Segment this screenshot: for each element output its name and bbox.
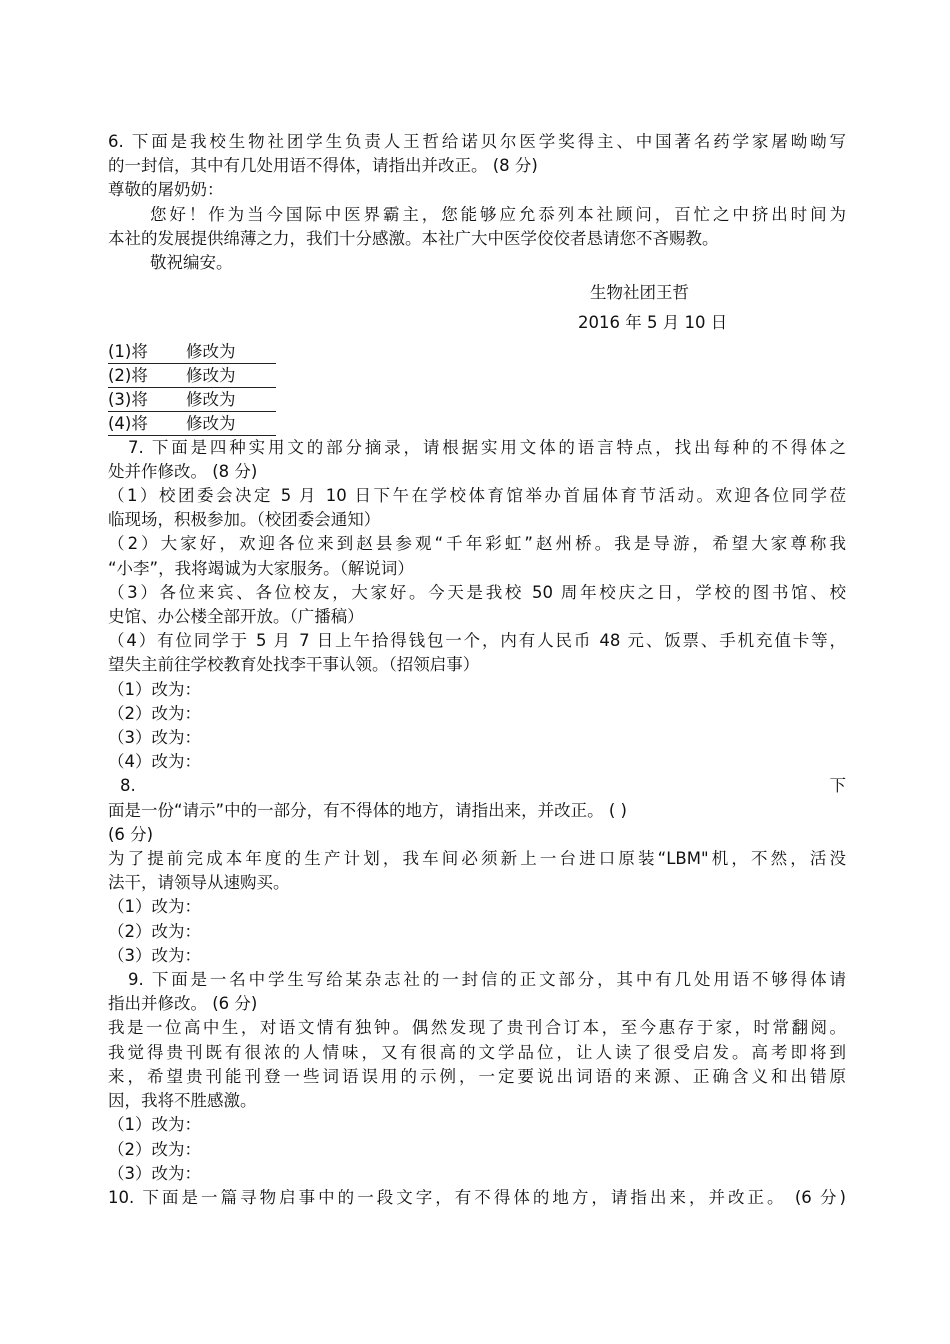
answer-line[interactable] [108, 340, 276, 364]
q7-prompt-line1: 7. 下面是四种实用文的部分摘录，请根据实用文体的语言特点，找出每种的不得体之 [128, 437, 846, 457]
answer-label: (1)将 [108, 341, 148, 361]
q9-answer-3[interactable]: （3）改为： [108, 1163, 201, 1183]
q9-body-line3: 来，希望贵刊能刊登一些词语误用的示例，一定要说出词语的来源、正确含义和出错原 [108, 1066, 846, 1086]
q7-item4-line2: 望失主前往学校教育处找李干事认领。（招领启事） [108, 655, 480, 675]
q8-answer-1[interactable]: （1）改为： [108, 897, 201, 917]
q6-signature: 生物社团王哲 [590, 283, 689, 303]
q9-answer-1[interactable]: （1）改为： [108, 1115, 201, 1135]
q7-answer-1[interactable]: （1）改为： [108, 679, 201, 699]
q9-body-line1: 我是一位高中生，对语文情有独钟。偶然发现了贵刊合订本，至今惠存于家，时常翻阅。 [108, 1018, 846, 1038]
q7-item1-line2: 临现场，积极参加。（校团委会通知） [108, 510, 381, 530]
q7-item2-line2: “小李”，我将竭诚为大家服务。（解说词） [108, 558, 414, 578]
q8-number: 8. [120, 776, 136, 796]
q6-letter-body2: 本社的发展提供绵薄之力，我们十分感激。本社广大中医学佼佼者恳请您不吝赐教。 [108, 228, 719, 248]
q8-body-line2: 法干，请领导从速购买。 [108, 873, 290, 893]
q9-body-line4: 因，我将不胜感激。 [108, 1091, 257, 1111]
q9-answer-2[interactable]: （2）改为： [108, 1139, 201, 1159]
answer-label: (4)将 [108, 413, 148, 433]
q7-item3-line2: 史馆、办公楼全部开放。（广播稿） [108, 607, 364, 627]
document-page [108, 130, 846, 1210]
q8-header [108, 774, 846, 798]
q6-letter-closing: 敬祝编安。 [150, 253, 233, 273]
q7-item2-line1: （2）大家好，欢迎各位来到赵县参观“千年彩虹”赵州桥。我是导游，希望大家尊称我 [108, 534, 846, 554]
answer-modify-label: 修改为 [186, 413, 236, 433]
answer-label: (2)将 [108, 365, 148, 385]
q7-answer-2[interactable]: （2）改为： [108, 703, 201, 723]
q8-answer-3[interactable]: （3）改为： [108, 945, 201, 965]
answer-modify-label: 修改为 [186, 389, 236, 409]
q9-prompt-line2: 指出并修改。 (6 分) [108, 994, 258, 1014]
q6-salutation: 尊敬的屠奶奶： [108, 180, 224, 200]
q7-item3-line1: （3）各位来宾、各位校友，大家好。今天是我校 50 周年校庆之日，学校的图书馆、校 [108, 582, 846, 602]
answer-line[interactable] [108, 364, 276, 388]
q6-date: 2016 年 5 月 10 日 [578, 313, 728, 333]
answer-line[interactable] [108, 412, 276, 436]
q7-answer-3[interactable]: （3）改为： [108, 728, 201, 748]
q8-score: (6 分) [108, 824, 154, 844]
q10-prompt-line1: 10. 下面是一篇寻物启事中的一段文字，有不得体的地方，请指出来，并改正。 (6 分) [108, 1187, 846, 1207]
q8-answer-2[interactable]: （2）改为： [108, 921, 201, 941]
answer-line[interactable] [108, 388, 276, 412]
q8-prompt-line2: 面是一份“请示”中的一部分，有不得体的地方，请指出来，并改正。 ( ) [108, 800, 627, 820]
q6-prompt-line1: 6. 下面是我校生物社团学生负责人王哲给诺贝尔医学奖得主、中国著名药学家屠呦呦写 [108, 132, 846, 151]
answer-modify-label: 修改为 [186, 365, 236, 385]
q9-body-line2: 我觉得贵刊既有很浓的人情味，又有很高的文学品位，让人读了很受启发。高考即将到 [108, 1042, 846, 1062]
q9-prompt-line1: 9. 下面是一名中学生写给某杂志社的一封信的正文部分，其中有几处用语不够得体请 [128, 970, 846, 990]
answer-label: (3)将 [108, 389, 148, 409]
q6-letter-body1: 您好！作为当今国际中医界霸主，您能够应允忝列本社顾问，百忙之中挤出时间为 [150, 204, 846, 224]
answer-modify-label: 修改为 [186, 341, 236, 361]
q8-body-line1: 为了提前完成本年度的生产计划，我车间必须新上一台进口原装“LBM"机，不然，活没 [108, 849, 846, 869]
q7-answer-4[interactable]: （4）改为： [108, 752, 201, 772]
q6-prompt-line2: 的一封信，其中有几处用语不得体，请指出并改正。 (8 分) [108, 156, 538, 176]
q7-prompt-line2: 处并作修改。 (8 分) [108, 461, 258, 481]
q8-wrapped-char: 下 [829, 776, 846, 796]
q6-answer-lines [108, 340, 846, 436]
q7-item4-line1: （4）有位同学于 5 月 7 日上午拾得钱包一个，内有人民币 48 元、饭票、手机充值卡等， [108, 631, 846, 651]
q7-item1-line1: （1）校团委会决定 5 月 10 日下午在学校体育馆举办首届体育节活动。欢迎各位同学莅 [108, 486, 846, 506]
